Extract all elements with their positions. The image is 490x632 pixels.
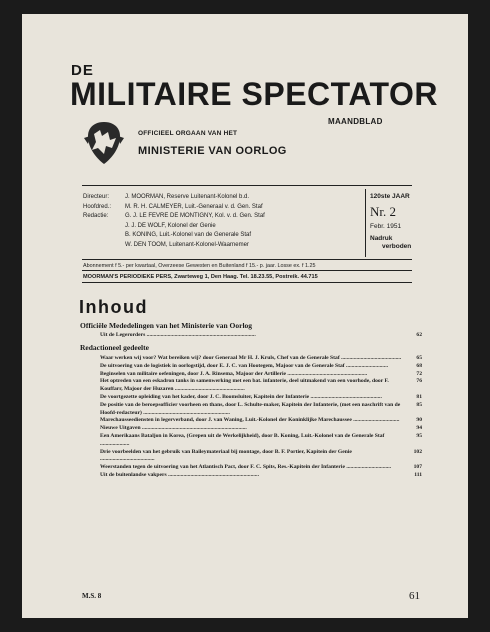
divider-line xyxy=(82,270,412,271)
toc-entry: Weerstanden tegen de uitvoering van het Atlantisch Pact, door F. C. Spits, Res.-Kapitein der Infanterie ................................ 107 xyxy=(100,464,422,471)
section-title: Officiële Mededelingen van het Ministerie van Oorlog xyxy=(80,321,253,330)
toc-entry: Uit de Legerorders .............................................................................. 62 xyxy=(100,332,422,338)
issue-number: Nr. 2 xyxy=(370,204,396,219)
divider-line xyxy=(82,185,412,186)
divider-line xyxy=(82,259,412,260)
issue-date: Febr. 1951 xyxy=(370,223,402,230)
toc-entry: De voortgezette opleiding van het kader, door J. C. Boomsluiter, Kapitein der Infanterie ................................................... 81 xyxy=(100,393,422,400)
staff-row: Directeur: J. MOORMAN, Reserve Luitenant-Kolonel b.d. xyxy=(83,194,250,200)
page-number: 61 xyxy=(409,590,420,602)
footer-code: M.S. 8 xyxy=(82,592,102,600)
toc-entry: De uitvoering van de logistiek in oorlogstijd, door E. J. C. van Hootegem, Majoor van de Generale Staf .............................. 68 xyxy=(100,362,422,369)
toc-entry: Uit de buitenlandse vakpers ................................................................. 111 xyxy=(100,471,422,478)
organ-subtitle: OFFICIEEL ORGAAN VAN HET xyxy=(138,130,238,137)
frequency-label: MAANDBLAD xyxy=(328,117,383,126)
toc-entry: Het optreden van een eskadron tanks in samenwerking met een bat. infanterie, deel uitmakend van een voorhode, door F. Kouffarr, Majoor der Huzaren .................................................. 76 xyxy=(100,378,422,393)
toc-entry: Nieuwe Uitgaven ........................................................................... 94 xyxy=(100,425,422,432)
toc-entry: Beginselen van militaire oefeningen, door J. A. Rinsema, Majoor der Artillerie ......................................................... 72 xyxy=(100,370,422,377)
staff-row: J. J. DE WOLF, Kolonel der Genie xyxy=(125,222,216,229)
staff-row: B. KONING, Luit.-Kolonel van de Generale Staf xyxy=(125,232,252,239)
magazine-page xyxy=(22,14,468,618)
contents-heading: Inhoud xyxy=(79,297,148,317)
staff-row: Redactie: G. J. LE FEVRE DE MONTIGNY, Kol. v. d. Gen. Staf xyxy=(83,213,265,220)
reprint-notice: Nadruk verboden xyxy=(370,235,412,250)
toc-list xyxy=(100,355,422,480)
toc-entry: De positie van de beroepsofficier voorheen en thans, door L. Schulte-maker, Kapitein der Infanterie, (met een naschrift van de Hoofd-redacteur) .............................................................. 85 xyxy=(100,401,422,416)
volume-year: 120ste JAAR xyxy=(370,193,410,200)
toc-list xyxy=(100,332,422,340)
toc-entry: Drie voorbeelden van het gebruik van Baileymateriaal bij montage, door B. F. Portier, Kapitein der Genie ....................................... 102 xyxy=(100,448,422,463)
coat-of-arms-icon xyxy=(80,118,128,170)
ministry-name: MINISTERIE VAN OORLOG xyxy=(138,145,287,157)
column-divider xyxy=(365,189,366,257)
toc-entry: Een Amerikaans Bataljon in Korea, (Grepen uit de Werkelijkheid), door B. Koning, Luit.-Kolonel van de Generale Staf ..................... 95 xyxy=(100,432,422,447)
staff-list xyxy=(83,193,265,251)
publisher-info: MOORMAN'S PERIODIEKE PERS, Zwarteweg 1, Den Haag. Tel. 18.23.55, Postreik. 44.715 xyxy=(83,274,318,280)
staff-row: Hoofdred.: M. R. H. CALMEYER, Luit.-Generaal v. d. Gen. Staf xyxy=(83,203,263,210)
section-title: Redactioneel gedeelte xyxy=(80,343,149,352)
toc-entry: Marechausseediensten in legerverband, door J. van Waning, Luit.-Kolonel der Koninklijke Marechaussee ................................. 90 xyxy=(100,417,422,424)
staff-row: W. DEN TOOM, Luitenant-Kolonel-Waarnemer xyxy=(125,241,249,248)
divider-line xyxy=(82,282,412,283)
toc-entry: Waar werken wij voor? Wat bereiken wij? door Generaal Mr H. J. Kruls, Chef van de Generale Staf ........................................... 65 xyxy=(100,355,422,361)
title-prefix: DE xyxy=(71,62,94,79)
magazine-title: MILITAIRE SPECTATOR xyxy=(70,76,439,112)
subscription-info: Abonnement f 5.- per kwartaal, Overzeese Gewesten en Buitenland f 15.- p. jaar. Losse ex. f 1.25 xyxy=(83,263,316,269)
